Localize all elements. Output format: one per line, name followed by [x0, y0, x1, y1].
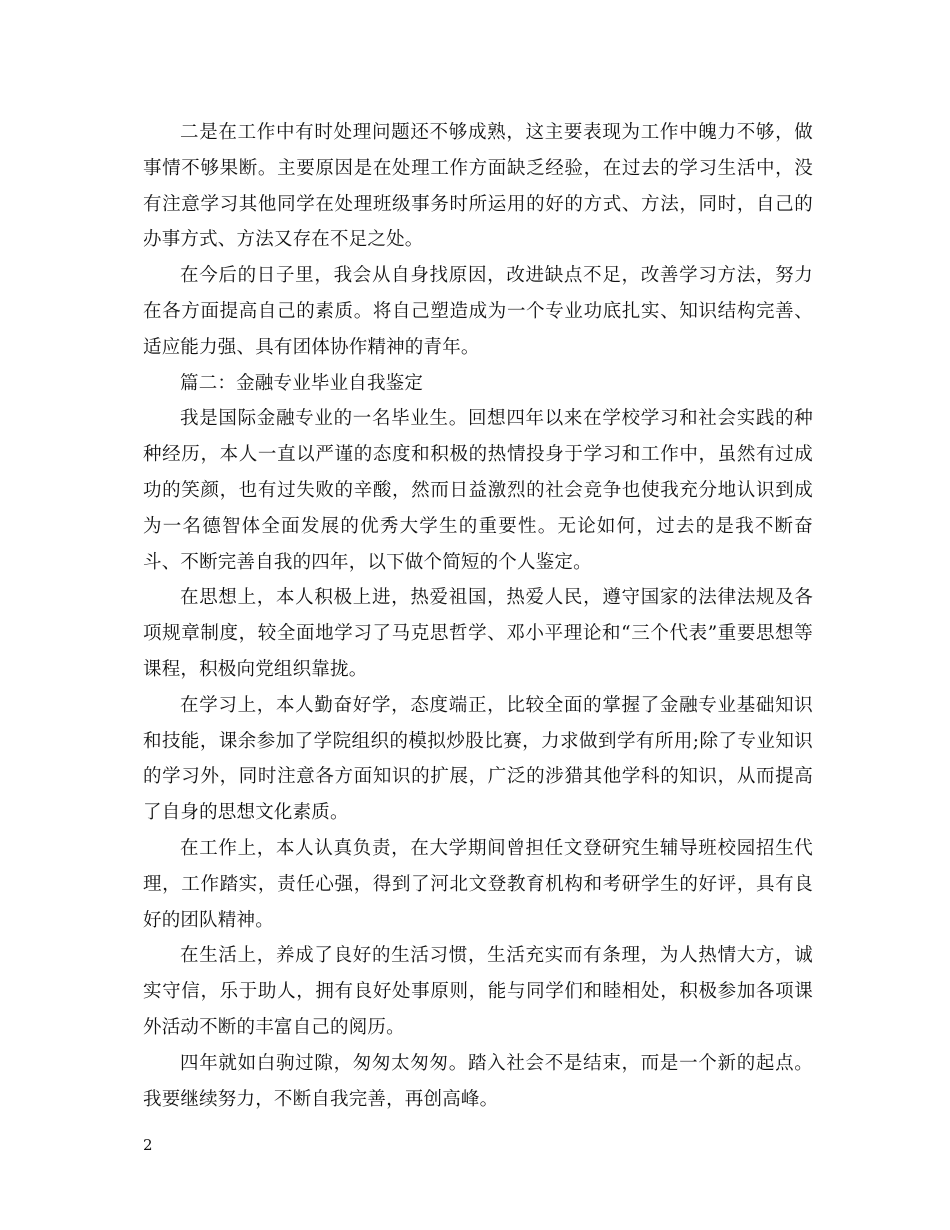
document-body	[143, 115, 813, 1117]
paragraph-6: 在工作上，本人认真负责，在大学期间曾担任文登研究生辅导班校园招生代理，工作踏实，责任心强，得到了河北文登教育机构和考研学生的好评，具有良好的团队精神。	[143, 837, 813, 931]
paragraph-7: 在生活上，养成了良好的生活习惯，生活充实而有条理，为人热情大方，诚实守信，乐于助人，拥有良好处事原则，能与同学们和睦相处，积极参加各项课外活动不断的丰富自己的阅历。	[143, 945, 813, 1038]
section-heading: 篇二：金融专业毕业自我鉴定	[180, 372, 424, 394]
paragraph-3: 我是国际金融专业的一名毕业生。回想四年以来在学校学习和社会实践的种种经历，本人一直以严谨的态度和积极的热情投身于学习和工作中，虽然有过成功的笑颜，也有过失败的辛酸，然而日益激烈的社会竞争也使我充分地认识到成为一名德智体全面发展的优秀大学生的重要性。无论如何，过去的是我不断奋斗、不断完善自我的四年，以下做个简短的个人鉴定。	[143, 408, 813, 573]
paragraph-1: 二是在工作中有时处理问题还不够成熟，这主要表现为工作中魄力不够，做事情不够果断。主要原因是在处理工作方面缺乏经验，在过去的学习生活中，没有注意学习其他同学在处理班级事务时所运用的好的方式、方法，同时，自己的办事方式、方法又存在不足之处。	[143, 122, 813, 251]
paragraph-2: 在今后的日子里，我会从自身找原因，改进缺点不足，改善学习方法，努力在各方面提高自己的素质。将自己塑造成为一个专业功底扎实、知识结构完善、适应能力强、具有团体协作精神的青年。	[143, 265, 813, 358]
paragraph-4: 在思想上，本人积极上进，热爱祖国，热爱人民，遵守国家的法律法规及各项规章制度，较全面地学习了马克思哲学、邓小平理论和“三个代表”重要思想等课程，积极向党组织靠拢。	[143, 587, 813, 680]
paragraph-8: 四年就如白驹过隙，匆匆太匆匆。踏入社会不是结束，而是一个新的起点。我要继续努力，不断自我完善，再创高峰。	[143, 1052, 813, 1110]
page-number: 2	[143, 1136, 153, 1154]
paragraph-5: 在学习上，本人勤奋好学，态度端正，比较全面的掌握了金融专业基础知识和技能，课余参加了学院组织的模拟炒股比赛，力求做到学有所用;除了专业知识的学习外，同时注意各方面知识的扩展，广泛的涉猎其他学科的知识，从而提高了自身的思想文化素质。	[143, 694, 813, 824]
